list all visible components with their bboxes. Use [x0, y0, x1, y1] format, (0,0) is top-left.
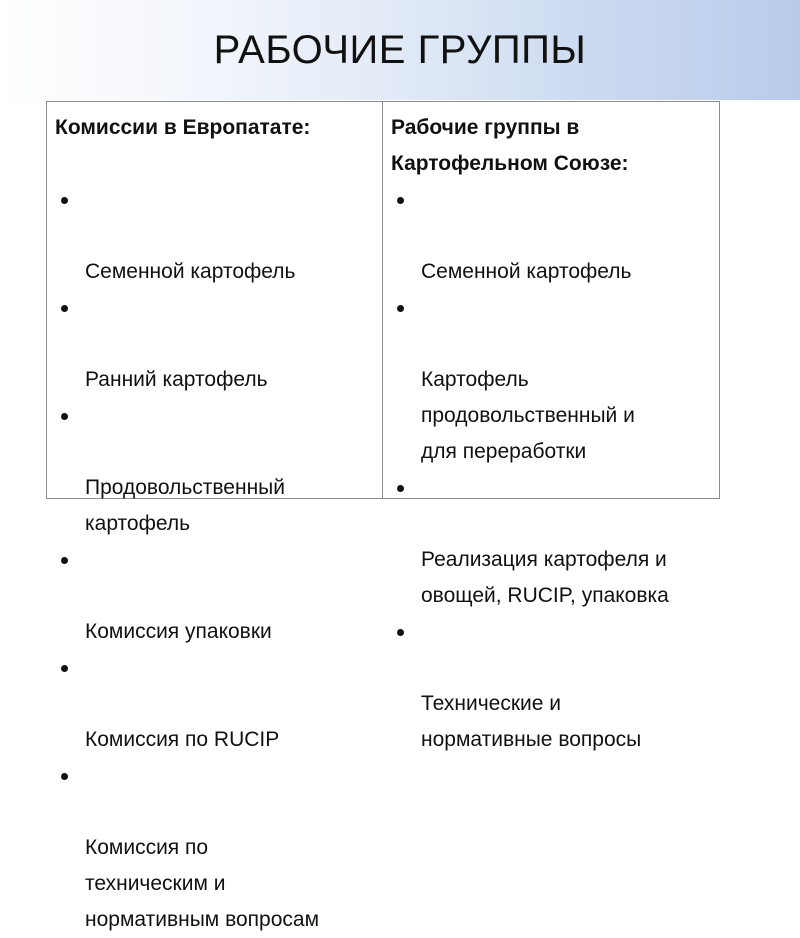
list-item	[391, 614, 711, 758]
list-item-text: Семенной картофель	[85, 260, 296, 283]
list-item-text: Комиссия по техническим и нормативным вопросам	[85, 836, 320, 931]
list-item	[55, 182, 374, 290]
slide-title: РАБОЧИЕ ГРУППЫ	[213, 28, 587, 72]
list-item-text: Картофель продовольственный и для переработки	[421, 368, 635, 463]
bullet-icon	[397, 197, 404, 204]
list-item-text: Технические и нормативные вопросы	[421, 692, 642, 751]
list-item	[391, 182, 711, 290]
list-item-text: Продовольственный картофель	[85, 476, 285, 535]
list-item-text: Комиссия по RUCIP	[85, 728, 280, 751]
list-item	[55, 758, 374, 938]
list-item	[391, 290, 711, 470]
bullet-icon	[397, 485, 404, 492]
potato-union-groups-list	[391, 182, 711, 758]
bullet-icon	[61, 413, 68, 420]
bullet-icon	[397, 629, 404, 636]
list-item-text: Реализация картофеля и овощей, RUCIP, упаковка	[421, 548, 669, 607]
list-item-text: Семенной картофель	[421, 260, 632, 283]
bullet-icon	[61, 305, 68, 312]
working-groups-table	[46, 101, 720, 931]
list-item-text: Комиссия упаковки	[85, 620, 272, 643]
list-item	[55, 290, 374, 398]
potato-union-groups-column	[383, 102, 719, 751]
bullet-icon	[61, 197, 68, 204]
bullet-icon	[397, 305, 404, 312]
europatat-commissions-list	[55, 182, 374, 938]
bullet-icon	[61, 557, 68, 564]
bullet-icon	[61, 665, 68, 672]
list-item	[55, 398, 374, 542]
bullet-icon	[61, 773, 68, 780]
list-item	[55, 542, 374, 650]
europatat-commissions-heading: Комиссии в Европатате:	[55, 116, 311, 139]
potato-union-groups-heading: Рабочие группы в Картофельном Союзе:	[391, 116, 629, 175]
list-item-text: Ранний картофель	[85, 368, 268, 391]
list-item	[391, 470, 711, 614]
list-item	[55, 650, 374, 758]
europatat-commissions-column	[47, 102, 383, 931]
